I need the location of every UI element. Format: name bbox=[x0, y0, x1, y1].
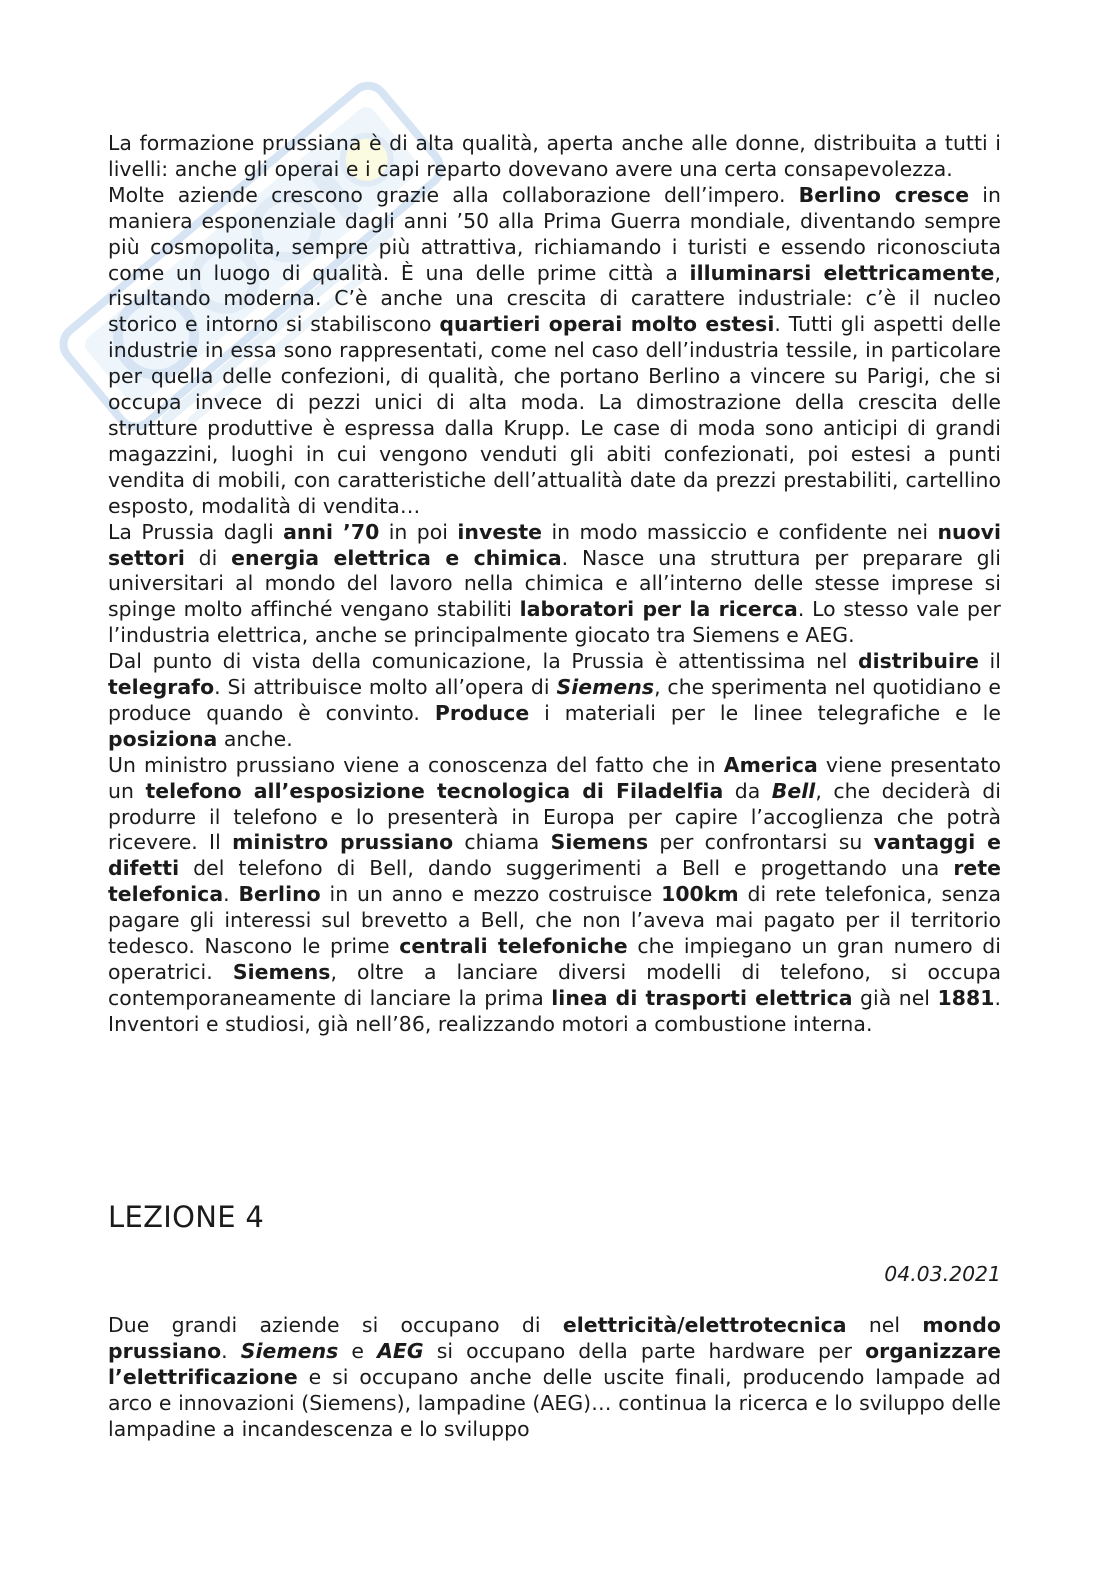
emphasis-text: linea di trasporti elettrica bbox=[551, 985, 853, 1010]
paragraph: La Prussia dagli anni ’70 in poi investe in modo massiccio e confidente nei nuovi settori di energia elettrica e chimica. Nasce una struttura per preparare gli universitari al mondo del lavoro nella chimica e all’interno delle stesse imprese si spinge molto affinché vengano stabiliti laboratori per la ricerca. Lo stesso vale per l’industria elettrica, anche se principalmente giocato tra Siemens e AEG. bbox=[108, 519, 1002, 648]
emphasis-text: telefono all’esposizione tecnologica di Filadelfia bbox=[145, 778, 724, 803]
emphasis-text: America bbox=[723, 752, 818, 777]
emphasis-text: investe bbox=[457, 519, 543, 544]
emphasis-text: Siemens bbox=[556, 675, 655, 700]
emphasis-text: mondo prussiano bbox=[108, 1313, 1001, 1363]
emphasis-text: organizzare l’elettrificazione bbox=[108, 1338, 1001, 1389]
paragraph: La formazione prussiana è di alta qualità, aperta anche alle donne, distribuita a tutti i livelli: anche gli operai e i capi reparto dovevano avere una certa consapevolezza. bbox=[108, 131, 1001, 181]
emphasis-text: posiziona bbox=[108, 726, 218, 751]
emphasis-text: telegrafo bbox=[108, 675, 215, 700]
emphasis-text: illuminarsi elettricamente bbox=[689, 260, 995, 285]
emphasis-text: elettricità/elettrotecnica bbox=[562, 1313, 847, 1337]
emphasis-text: Berlino cresce bbox=[798, 182, 970, 207]
emphasis-text: ministro prussiano bbox=[232, 830, 454, 855]
emphasis-text: quartieri operai molto estesi bbox=[439, 312, 775, 337]
emphasis-text: energia elettrica e chimica bbox=[231, 545, 562, 570]
lesson-date: 04.03.2021 bbox=[884, 1262, 1001, 1286]
lesson-body bbox=[108, 1313, 1001, 1443]
emphasis-text: vantaggi e difetti bbox=[108, 830, 1002, 881]
paragraph: Due grandi aziende si occupano di elettricità/elettrotecnica nel mondo prussiano. Siemens e AEG si occupano della parte hardware per organizzare l’elettrificazione e si occupano anche delle uscite finali, producendo lampade ad arco e innovazioni (Siemens), lampadine (AEG)… continua la ricerca e lo sviluppo delle lampadine a incandescenza e lo sviluppo bbox=[108, 1313, 1001, 1441]
emphasis-text: distribuire bbox=[857, 649, 979, 674]
emphasis-text: 100km bbox=[661, 882, 739, 907]
paragraph: Un ministro prussiano viene a conoscenza del fatto che in America viene presentato un telefono all’esposizione tecnologica di Filadelfia da Bell, che deciderà di produrre il telefono e lo presenterà in Europa per capire l’accoglienza che potrà ricevere. Il ministro prussiano chiama Siemens per confrontarsi su vantaggi e difetti del telefono di Bell, dando suggerimenti a Bell e progettando una rete telefonica. Berlino in un anno e mezzo costruisce 100km di rete telefonica, senza pagare gli interessi sul brevetto a Bell, che non l’aveva mai pagato per il territorio tedesco. Nascono le prime centrali telefoniche che impiegano un gran numero di operatrici. Siemens, oltre a lanciare diversi modelli di telefono, si occupa contemporaneamente di lanciare la prima linea di trasporti elettrica già nel 1881. Inventori e studiosi, già nell’86, realizzando motori a combustione interna. bbox=[108, 752, 1002, 1036]
paragraph: Dal punto di vista della comunicazione, la Prussia è attentissima nel distribuire il telegrafo. Si attribuisce molto all’opera di Siemens, che sperimenta nel quotidiano e produce quando è convinto. Produce i materiali per le linee telegrafiche e le posiziona anche. bbox=[108, 649, 1001, 751]
emphasis-text: Bell bbox=[771, 778, 816, 803]
lesson-title: LEZIONE 4 bbox=[108, 1200, 265, 1234]
emphasis-text: Berlino bbox=[238, 882, 321, 907]
emphasis-text: Siemens bbox=[232, 960, 331, 984]
emphasis-text: laboratori per la ricerca bbox=[519, 597, 798, 622]
emphasis-text: nuovi settori bbox=[108, 519, 1002, 570]
emphasis-text: 1881 bbox=[937, 985, 995, 1010]
emphasis-text: Siemens bbox=[550, 830, 649, 855]
emphasis-text: anni ’70 bbox=[283, 519, 380, 544]
emphasis-text: AEG bbox=[377, 1338, 424, 1363]
emphasis-text: Siemens bbox=[240, 1338, 339, 1363]
lecture-notes-body bbox=[108, 131, 1001, 1038]
emphasis-text: centrali telefoniche bbox=[399, 934, 628, 959]
emphasis-text: Produce bbox=[434, 700, 530, 725]
paragraph: Molte aziende crescono grazie alla collaborazione dell’impero. Berlino cresce in maniera esponenziale dagli anni ’50 alla Prima Guerra mondiale, diventando sempre più cosmopolita, sempre più attrattiva, richiamando i turisti e essendo riconosciuta come un luogo di qualità. È una delle prime città a illuminarsi elettricamente, risultando moderna. C’è anche una crescita di carattere industriale: c’è il nucleo storico e intorno si stabiliscono quartieri operai molto estesi. Tutti gli aspetti delle industrie in essa sono rappresentati, come nel caso dell’industria tessile, in particolare per quella delle confezioni, di qualità, che portano Berlino a vincere su Parigi, che si occupa invece di pezzi unici di alta moda. La dimostrazione della crescita delle strutture produttive è espressa dalla Krupp. Le case di moda sono anticipi di grandi magazzini, luoghi in cui vengono venduti gli abiti confezionati, poi estesi a punti vendita di mobili, con caratteristiche dell’attualità date da prezzi prestabiliti, cartellino esposto, modalità di vendita… bbox=[108, 182, 1001, 518]
emphasis-text: rete telefonica bbox=[108, 856, 1001, 907]
